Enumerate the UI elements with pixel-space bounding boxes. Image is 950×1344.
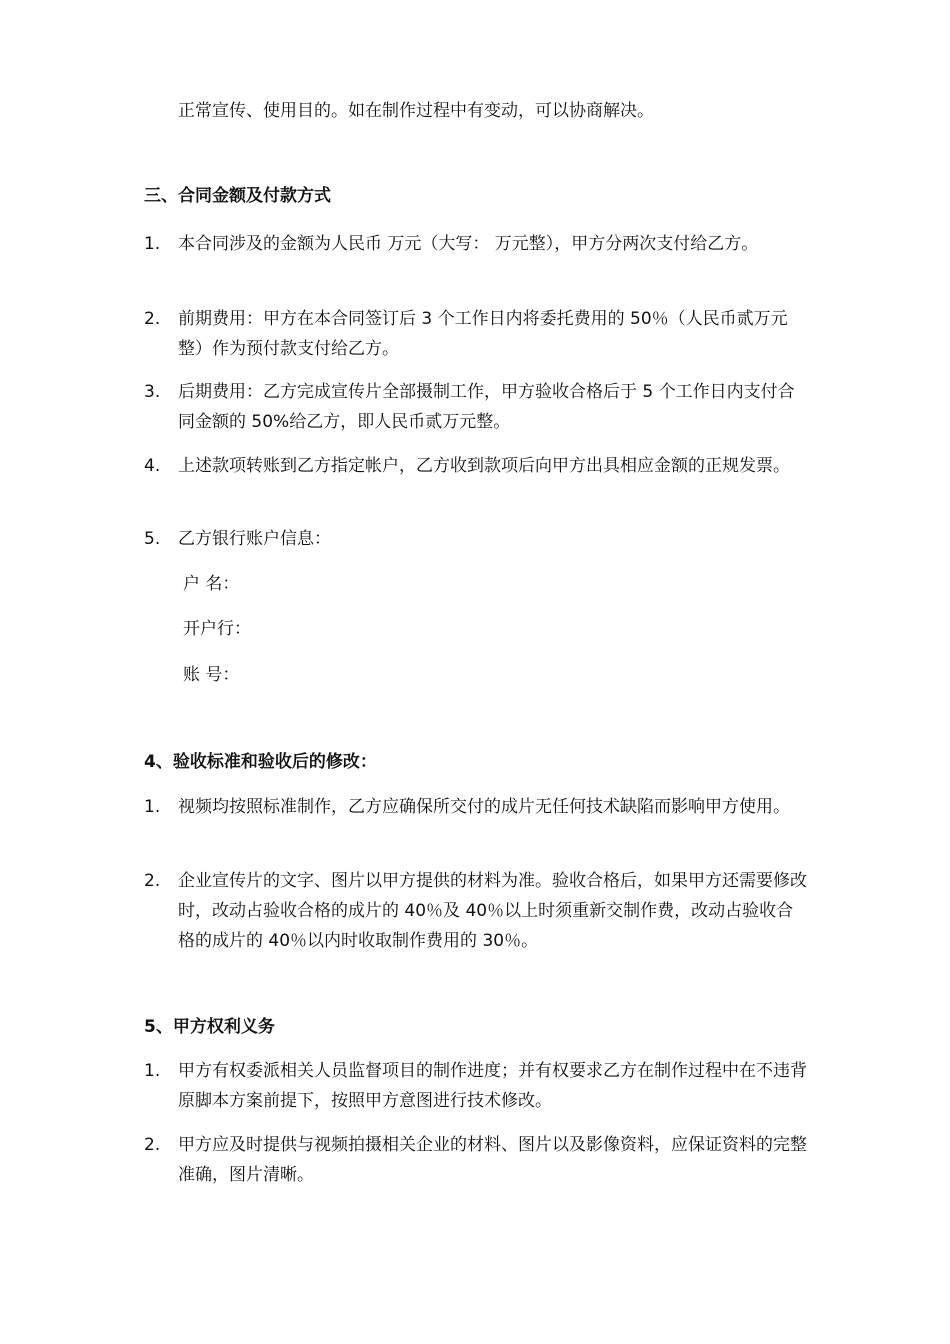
list-number: 1. [144, 1061, 161, 1081]
list-text: 本合同涉及的金额为人民币 万元（大写： 万元整），甲方分两次支付给乙方。 [178, 234, 759, 254]
list-text: 视频均按照标准制作，乙方应确保所交付的成片无任何技术缺陷而影响甲方使用。 [178, 797, 790, 817]
list-item [144, 866, 808, 956]
intro-continuation: 正常宣传、使用目的。如在制作过程中有变动，可以协商解决。 [178, 101, 654, 121]
bank-account-number-label: 账 号： [183, 665, 240, 685]
list-number: 1. [144, 234, 161, 254]
section-4-heading: 4、验收标准和验收后的修改： [144, 752, 377, 772]
list-item [144, 451, 808, 481]
list-number: 2. [144, 1135, 161, 1155]
section-3-heading: 三、合同金额及付款方式 [144, 186, 331, 206]
bank-account-name-label: 户 名： [183, 574, 240, 594]
list-number: 1. [144, 797, 161, 817]
list-text: 前期费用：甲方在本合同签订后 3 个工作日内将委托费用的 50％（人民币贰万元整）作为预付款支付给乙方。 [178, 309, 788, 359]
list-item [144, 524, 808, 554]
bank-name-label: 开户行： [183, 619, 251, 639]
list-text: 企业宣传片的文字、图片以甲方提供的材料为准。验收合格后，如果甲方还需要修改时，改动占验收合格的成片的 40％及 40％以上时须重新交制作费，改动占验收合格的成片的 40％以内时收取制作费用的 30％。 [178, 871, 807, 951]
list-number: 2. [144, 309, 161, 329]
list-text: 甲方应及时提供与视频拍摄相关企业的材料、图片以及影像资料，应保证资料的完整准确，图片清晰。 [178, 1135, 807, 1185]
list-number: 2. [144, 871, 161, 891]
list-item [144, 1056, 808, 1116]
list-item [144, 792, 808, 822]
section-5-heading: 5、甲方权利义务 [144, 1017, 275, 1037]
list-item [144, 304, 808, 364]
list-text: 甲方有权委派相关人员监督项目的制作进度；并有权要求乙方在制作过程中在不违背原脚本方案前提下，按照甲方意图进行技术修改。 [178, 1061, 807, 1111]
list-text: 乙方银行账户信息： [178, 529, 331, 549]
list-text: 上述款项转账到乙方指定帐户，乙方收到款项后向甲方出具相应金额的正规发票。 [178, 456, 790, 476]
list-number: 5. [144, 529, 161, 549]
list-text: 后期费用：乙方完成宣传片全部摄制工作，甲方验收合格后于 5 个工作日内支付合同金额的 50%给乙方，即人民币贰万元整。 [178, 382, 795, 432]
list-item [144, 377, 808, 437]
list-item [144, 1130, 808, 1190]
list-number: 4. [144, 456, 161, 476]
list-number: 3. [144, 382, 161, 402]
list-item [144, 229, 808, 259]
